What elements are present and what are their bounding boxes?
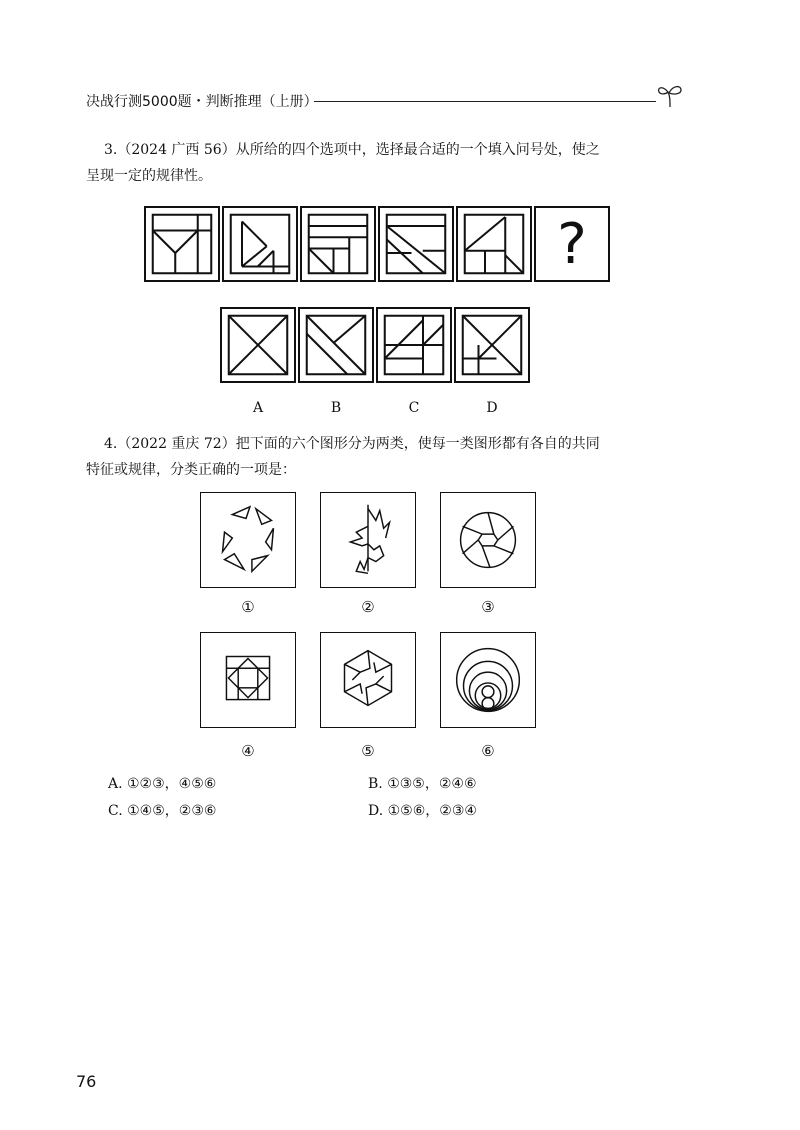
q3-sequence-figure-2 [222,206,298,282]
q4-figure-5 [320,632,416,728]
q4-answer-c[interactable]: C. ①④⑤，②③⑥ [108,803,217,819]
figure-number-2: ② [361,598,375,616]
q4-figure-4 [200,632,296,728]
option-label-c[interactable]: C [408,400,420,416]
q3-text-line1: 3.（2024 广西 56）从所给的四个选项中，选择最合适的一个填入问号处，使之 [104,142,600,158]
q4-answer-b[interactable]: B. ①③⑤，②④⑥ [368,776,477,792]
book-title: 决战行测5000题・判断推理（上册） [86,94,318,110]
option-label-b[interactable]: B [330,400,342,416]
figure-number-4: ④ [241,742,255,760]
question-mark: ? [557,211,587,277]
q4-figure-3 [440,492,536,588]
figure-number-6: ⑥ [481,742,495,760]
option-label-d[interactable]: D [486,400,498,416]
q4-figure-2 [320,492,416,588]
option-label-a[interactable]: A [252,400,264,416]
figure-number-3: ③ [481,598,495,616]
q3-option-d-figure[interactable] [454,307,530,383]
q3-sequence-figure-3 [300,206,376,282]
q4-answer-a[interactable]: A. ①②③，④⑤⑥ [108,776,217,792]
figure-number-1: ① [241,598,255,616]
q3-sequence-row [144,206,612,282]
q4-figure-6 [440,632,536,728]
q3-text-line2: 呈现一定的规律性。 [86,168,212,184]
q3-sequence-figure-1 [144,206,220,282]
page-number: 76 [76,1072,97,1091]
q4-text-line2: 特征或规律，分类正确的一项是： [86,462,296,478]
q3-options-row [220,307,532,383]
running-header [86,88,686,112]
q3-question-cell [534,206,610,282]
header-rule [314,101,656,102]
q4-text-line1: 4.（2022 重庆 72）把下面的六个图形分为两类，使每一类图形都有各自的共同 [104,436,600,452]
q3-option-c-figure[interactable] [376,307,452,383]
figure-number-5: ⑤ [361,742,375,760]
q3-option-b-figure[interactable] [298,307,374,383]
q4-figure-1 [200,492,296,588]
q4-answer-d[interactable]: D. ①⑤⑥，②③④ [368,803,477,819]
sprout-icon [656,82,686,108]
q3-option-a-figure[interactable] [220,307,296,383]
q3-sequence-figure-4 [378,206,454,282]
q3-sequence-figure-5 [456,206,532,282]
